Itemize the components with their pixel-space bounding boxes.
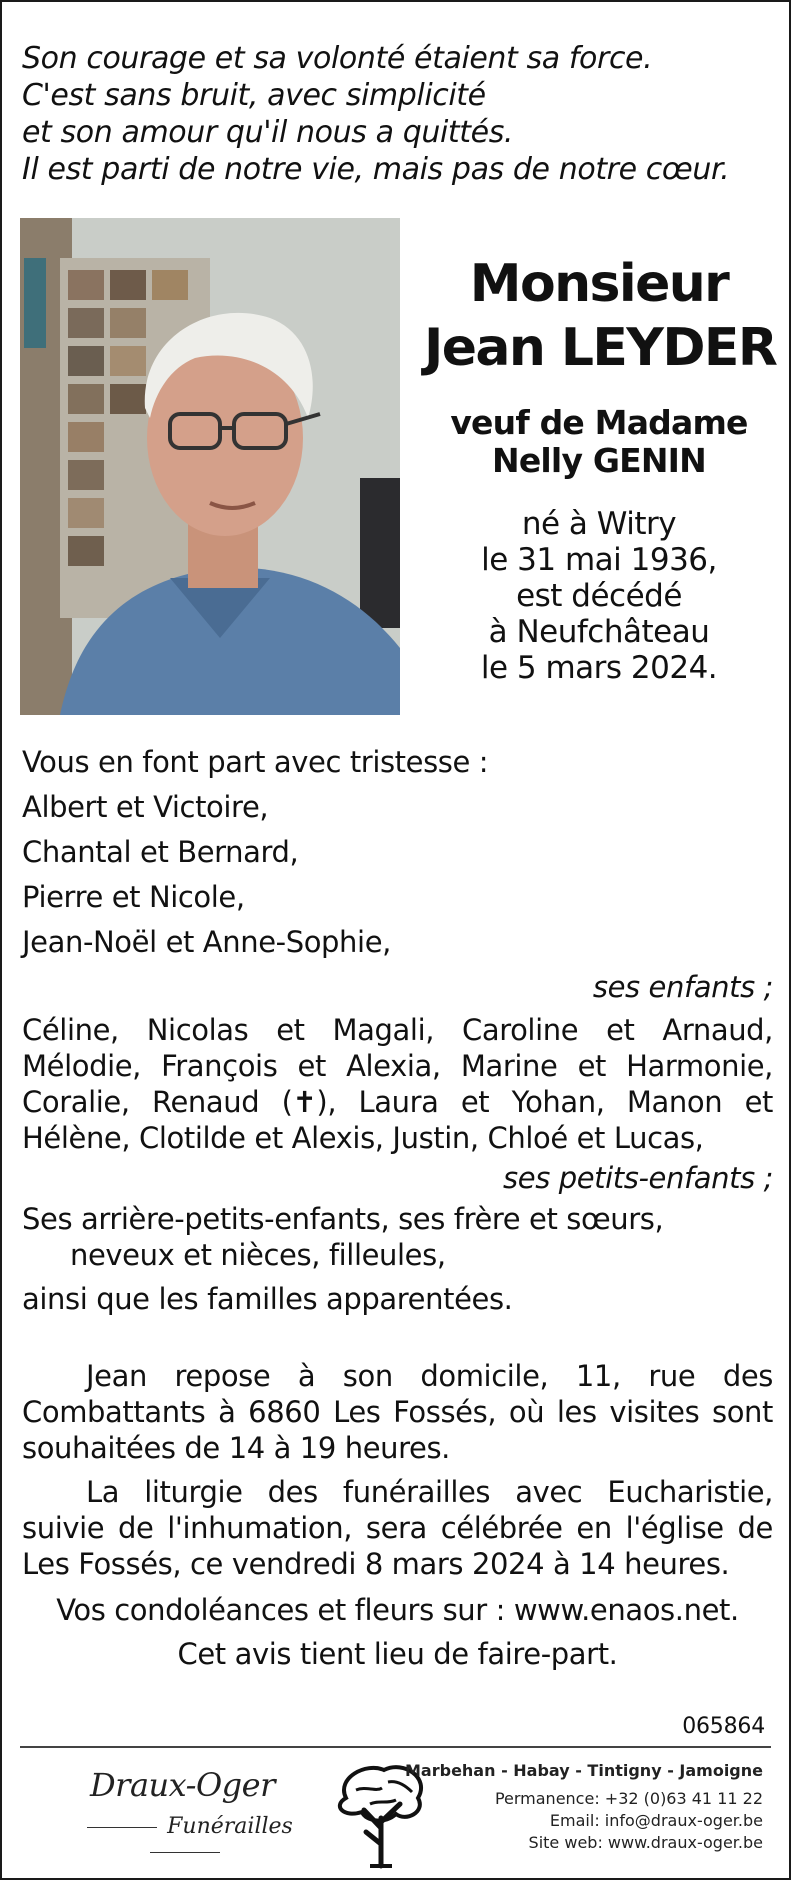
spouse-name: Nelly GENIN bbox=[492, 441, 706, 480]
contact-info bbox=[405, 1760, 763, 1854]
extended-family-line: Ses arrière-petits-enfants, ses frère et sœurs, bbox=[22, 1202, 664, 1236]
deceased-header bbox=[424, 252, 777, 686]
footer-divider bbox=[20, 1746, 771, 1748]
grandchildren-line: Céline, Nicolas et Magali, Caroline et Arnaud, bbox=[22, 1013, 773, 1047]
grandchildren-list bbox=[22, 1012, 773, 1156]
grandchildren-line: Mélodie, François et Alexia, Marine et Harmonie, bbox=[22, 1049, 773, 1083]
families-line: ainsi que les familles apparentées. bbox=[22, 1282, 513, 1316]
grandchildren-line: Hélène, Clotilde et Alexis, Justin, Chloé et Lucas, bbox=[22, 1121, 704, 1155]
poem-line: Il est parti de notre vie, mais pas de notre cœur. bbox=[22, 152, 730, 187]
website-line: Site web: www.draux-oger.be bbox=[528, 1833, 763, 1852]
visitation-paragraph: Jean repose à son domicile, 11, rue des Combattants à 6860 Les Fossés, où les visites sont souhaitées de 14 à 19 heures. bbox=[22, 1359, 773, 1465]
poem-line: et son amour qu'il nous a quittés. bbox=[22, 115, 514, 150]
child-line: Pierre et Nicole, bbox=[22, 880, 245, 914]
date-line: le 5 mars 2024. bbox=[480, 650, 718, 686]
grandchildren-label: ses petits-enfants ; bbox=[503, 1161, 773, 1195]
portrait-illustration bbox=[20, 218, 400, 715]
memorial-poem bbox=[22, 40, 772, 188]
funeral-home-subtitle: Funérailles bbox=[40, 1814, 330, 1864]
poem-line: Son courage et sa volonté étaient sa force. bbox=[22, 41, 653, 76]
child-line: Jean-Noël et Anne-Sophie, bbox=[22, 925, 391, 959]
child-line: Chantal et Bernard, bbox=[22, 835, 299, 869]
notice-line: Cet avis tient lieu de faire-part. bbox=[177, 1637, 618, 1671]
email-line: Email: info@draux-oger.be bbox=[549, 1811, 763, 1830]
widow-of bbox=[424, 404, 774, 480]
poem-line: C'est sans bruit, avec simplicité bbox=[22, 78, 486, 113]
child-line: Albert et Victoire, bbox=[22, 790, 269, 824]
deceased-name: Jean LEYDER bbox=[424, 318, 777, 378]
branch-towns: Marbehan - Habay - Tintigny - Jamoigne bbox=[405, 1761, 763, 1780]
liturgy-paragraph: La liturgie des funérailles avec Eucharistie, suivie de l'inhumation, sera célébrée en l'église de Les Fossés, ce vendredi 8 mars 2024 à 14 heures. bbox=[22, 1475, 773, 1581]
date-line: est décédé bbox=[516, 578, 682, 614]
portrait-photo bbox=[20, 218, 400, 715]
announcement-body bbox=[22, 740, 773, 1676]
phone-line: Permanence: +32 (0)63 41 11 22 bbox=[494, 1789, 763, 1808]
date-line: à Neufchâteau bbox=[488, 614, 710, 650]
extended-family-line: neveux et nièces, filleules, bbox=[70, 1238, 446, 1272]
widow-line: veuf de Madame bbox=[450, 403, 748, 442]
date-line: le 31 mai 1936, bbox=[481, 542, 717, 578]
intro-line: Vous en font part avec tristesse : bbox=[22, 745, 489, 779]
honorific: Monsieur bbox=[469, 254, 729, 314]
condolences-line: Vos condoléances et fleurs sur : www.enaos.net. bbox=[56, 1593, 739, 1627]
funeral-home-name: Draux-Oger bbox=[90, 1766, 275, 1804]
grandchildren-line: Coralie, Renaud (✝), Laura et Yohan, Manon et bbox=[22, 1085, 773, 1119]
funeral-home-footer bbox=[20, 1752, 771, 1876]
reference-number: 065864 bbox=[682, 1714, 765, 1739]
birth-death-details bbox=[424, 506, 774, 686]
children-label: ses enfants ; bbox=[592, 970, 773, 1004]
date-line: né à Witry bbox=[521, 506, 677, 542]
